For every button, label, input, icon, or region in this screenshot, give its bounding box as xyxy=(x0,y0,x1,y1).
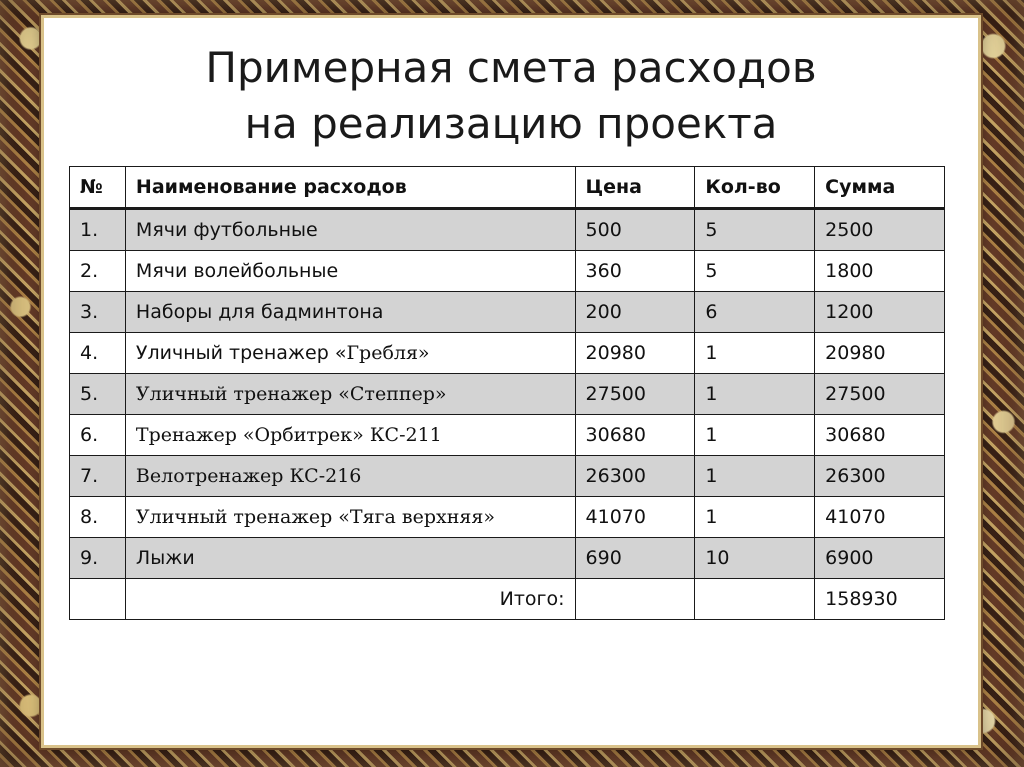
row-sum: 30680 xyxy=(815,415,945,456)
expense-table xyxy=(69,166,945,620)
row-number: 7. xyxy=(70,456,126,497)
row-name: Тренажер «Орбитрек» КС-211 xyxy=(125,415,575,456)
row-name-part-serif: Гребля» xyxy=(346,342,430,364)
row-number: 9. xyxy=(70,538,126,579)
header-price: Цена xyxy=(575,167,695,209)
row-quantity: 1 xyxy=(695,497,815,538)
row-quantity: 1 xyxy=(695,456,815,497)
title-line-2: на реализацию проекта xyxy=(244,99,778,148)
table-row xyxy=(70,292,945,333)
table-row xyxy=(70,456,945,497)
header-number: № xyxy=(70,167,126,209)
row-sum: 2500 xyxy=(815,209,945,251)
row-name: Уличный тренажер «Степпер» xyxy=(125,374,575,415)
row-price: 360 xyxy=(575,251,695,292)
row-number: 8. xyxy=(70,497,126,538)
row-name: Велотренажер КС-216 xyxy=(125,456,575,497)
row-quantity: 1 xyxy=(695,415,815,456)
total-label: Итого: xyxy=(125,579,575,620)
row-sum: 20980 xyxy=(815,333,945,374)
row-quantity: 5 xyxy=(695,251,815,292)
row-quantity: 10 xyxy=(695,538,815,579)
row-price: 500 xyxy=(575,209,695,251)
header-quantity: Кол-во xyxy=(695,167,815,209)
row-price: 27500 xyxy=(575,374,695,415)
row-name xyxy=(125,333,575,374)
row-sum: 26300 xyxy=(815,456,945,497)
header-name: Наименование расходов xyxy=(125,167,575,209)
row-name: Мячи футбольные xyxy=(125,209,575,251)
row-quantity: 5 xyxy=(695,209,815,251)
table-row xyxy=(70,374,945,415)
slide xyxy=(44,18,978,745)
row-sum: 1200 xyxy=(815,292,945,333)
row-name: Наборы для бадминтона xyxy=(125,292,575,333)
header-sum: Сумма xyxy=(815,167,945,209)
row-quantity: 1 xyxy=(695,333,815,374)
row-number: 3. xyxy=(70,292,126,333)
row-name: Лыжи xyxy=(125,538,575,579)
row-sum: 41070 xyxy=(815,497,945,538)
row-name: Уличный тренажер «Тяга верхняя» xyxy=(125,497,575,538)
row-quantity: 6 xyxy=(695,292,815,333)
row-number: 1. xyxy=(70,209,126,251)
total-empty-number xyxy=(70,579,126,620)
table-header-row xyxy=(70,167,945,209)
page-title xyxy=(44,40,978,152)
total-row xyxy=(70,579,945,620)
row-price: 30680 xyxy=(575,415,695,456)
row-quantity: 1 xyxy=(695,374,815,415)
table-row xyxy=(70,209,945,251)
row-number: 4. xyxy=(70,333,126,374)
table-row xyxy=(70,538,945,579)
table-row xyxy=(70,415,945,456)
row-price: 26300 xyxy=(575,456,695,497)
row-sum: 27500 xyxy=(815,374,945,415)
row-name-part: Уличный тренажер « xyxy=(135,342,347,364)
title-line-1: Примерная смета расходов xyxy=(205,43,817,92)
table-row xyxy=(70,497,945,538)
total-empty-price xyxy=(575,579,695,620)
row-price: 200 xyxy=(575,292,695,333)
row-number: 5. xyxy=(70,374,126,415)
row-sum: 6900 xyxy=(815,538,945,579)
total-sum: 158930 xyxy=(815,579,945,620)
row-price: 41070 xyxy=(575,497,695,538)
row-price: 20980 xyxy=(575,333,695,374)
total-empty-quantity xyxy=(695,579,815,620)
row-sum: 1800 xyxy=(815,251,945,292)
row-number: 2. xyxy=(70,251,126,292)
row-name: Мячи волейбольные xyxy=(125,251,575,292)
table-row xyxy=(70,251,945,292)
table-row xyxy=(70,333,945,374)
row-number: 6. xyxy=(70,415,126,456)
row-price: 690 xyxy=(575,538,695,579)
